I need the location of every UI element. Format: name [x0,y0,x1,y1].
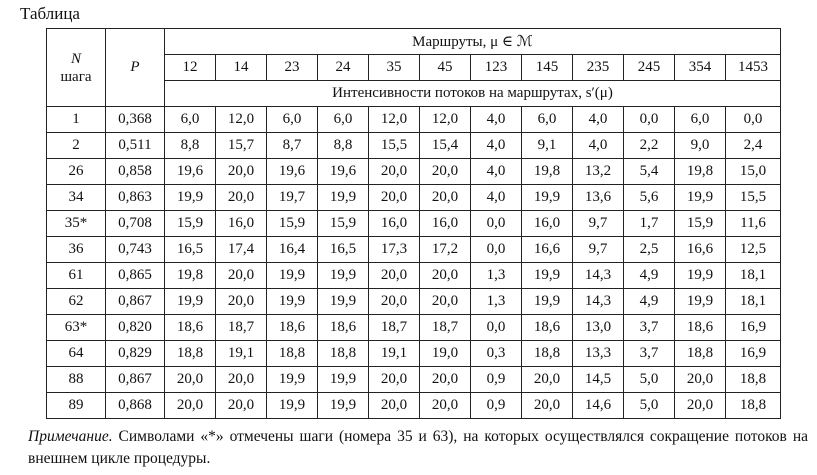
p-cell: 0,820 [106,315,165,341]
intensity-cell: 20,0 [369,159,420,185]
intensity-cell: 19,9 [522,289,573,315]
intensity-cell: 3,7 [624,315,675,341]
intensity-cell: 2,2 [624,133,675,159]
intensity-cell: 16,0 [420,211,471,237]
intensity-cell: 16,9 [726,341,781,367]
intensity-cell: 0,0 [726,107,781,133]
intensity-cell: 19,9 [318,263,369,289]
table-row [47,341,781,367]
table-row [47,315,781,341]
intensity-cell: 0,0 [471,315,522,341]
intensity-cell: 18,7 [216,315,267,341]
step-cell: 64 [47,341,106,367]
intensity-cell: 3,7 [624,341,675,367]
intensity-cell: 12,0 [420,107,471,133]
table-row [47,263,781,289]
intensity-cell: 20,0 [216,159,267,185]
table-row [47,107,781,133]
intensity-cell: 4,0 [471,159,522,185]
intensity-cell: 20,0 [369,393,420,419]
intensity-cell: 19,8 [675,159,726,185]
step-cell: 63* [47,315,106,341]
intensity-cell: 20,0 [216,263,267,289]
intensity-cell: 9,7 [573,237,624,263]
p-cell: 0,743 [106,237,165,263]
note-text: Символами «*» отмечены шаги (номера 35 и 63), на которых осуществлялся сокращение потоков на внешнем цикле процедуры. [28,428,808,467]
intensity-cell: 1,3 [471,263,522,289]
intensity-cell: 19,6 [318,159,369,185]
intensity-cell: 19,9 [318,367,369,393]
intensity-cell: 19,9 [267,393,318,419]
header-step-symbol: N [70,50,81,67]
intensity-cell: 19,9 [267,289,318,315]
intensity-cell: 12,0 [216,107,267,133]
route-header: 35 [369,55,420,81]
step-cell: 36 [47,237,106,263]
intensity-cell: 19,9 [522,263,573,289]
intensity-cell: 18,8 [726,367,781,393]
intensity-cell: 20,0 [369,263,420,289]
intensity-cell: 19,1 [369,341,420,367]
header-p: P [106,29,165,107]
intensity-cell: 18,8 [522,341,573,367]
intensity-cell: 18,8 [165,341,216,367]
intensity-cell: 16,0 [522,211,573,237]
intensity-cell: 20,0 [420,393,471,419]
intensity-cell: 6,0 [522,107,573,133]
step-cell: 34 [47,185,106,211]
route-header: 1453 [726,55,781,81]
p-cell: 0,863 [106,185,165,211]
intensity-cell: 13,6 [573,185,624,211]
intensity-cell: 12,0 [369,107,420,133]
intensity-cell: 19,9 [165,289,216,315]
table-row [47,393,781,419]
intensity-cell: 16,9 [726,315,781,341]
intensity-cell: 6,0 [318,107,369,133]
intensity-cell: 20,0 [522,393,573,419]
intensity-cell: 19,8 [165,263,216,289]
intensity-cell: 0,0 [624,107,675,133]
intensity-cell: 20,0 [675,367,726,393]
intensity-cell: 18,1 [726,289,781,315]
intensity-cell: 19,9 [267,263,318,289]
step-cell: 89 [47,393,106,419]
intensity-cell: 14,5 [573,367,624,393]
header-intensity: Интенсивности потоков на маршрутах, s′(μ) [165,81,781,107]
intensity-cell: 1,7 [624,211,675,237]
intensity-cell: 15,5 [369,133,420,159]
intensity-cell: 8,7 [267,133,318,159]
intensity-cell: 16,0 [369,211,420,237]
intensity-cell: 8,8 [318,133,369,159]
intensity-cell: 4,0 [471,133,522,159]
intensity-cell: 16,4 [267,237,318,263]
table-row [47,289,781,315]
p-cell: 0,511 [106,133,165,159]
intensity-cell: 19,9 [675,289,726,315]
intensity-cell: 19,1 [216,341,267,367]
intensity-cell: 15,0 [726,159,781,185]
intensity-cell: 18,1 [726,263,781,289]
intensity-cell: 20,0 [369,185,420,211]
intensity-cell: 0,0 [471,211,522,237]
table-row [47,185,781,211]
intensity-cell: 14,6 [573,393,624,419]
p-cell: 0,368 [106,107,165,133]
intensity-cell: 6,0 [165,107,216,133]
route-header: 235 [573,55,624,81]
intensity-cell: 13,0 [573,315,624,341]
intensity-cell: 17,3 [369,237,420,263]
intensity-cell: 20,0 [420,367,471,393]
intensity-cell: 16,0 [216,211,267,237]
intensity-cell: 19,6 [267,159,318,185]
intensity-cell: 18,7 [369,315,420,341]
route-header: 245 [624,55,675,81]
table-row [47,133,781,159]
intensity-cell: 18,6 [675,315,726,341]
intensity-cell: 20,0 [216,289,267,315]
intensity-cell: 12,5 [726,237,781,263]
intensity-cell: 18,7 [420,315,471,341]
intensity-cell: 14,3 [573,263,624,289]
intensity-cell: 18,6 [267,315,318,341]
p-cell: 0,865 [106,263,165,289]
p-cell: 0,858 [106,159,165,185]
route-header: 45 [420,55,471,81]
intensity-cell: 0,9 [471,367,522,393]
intensity-cell: 18,8 [675,341,726,367]
intensity-cell: 20,0 [165,367,216,393]
intensity-cell: 20,0 [216,367,267,393]
intensity-cell: 19,9 [318,393,369,419]
intensity-cell: 19,9 [522,185,573,211]
intensity-cell: 13,3 [573,341,624,367]
intensity-cell: 20,0 [216,393,267,419]
route-header: 24 [318,55,369,81]
intensity-cell: 16,6 [675,237,726,263]
intensity-cell: 16,6 [522,237,573,263]
intensity-cell: 18,8 [318,341,369,367]
intensity-cell: 20,0 [369,289,420,315]
header-step [47,29,106,107]
intensity-cell: 8,8 [165,133,216,159]
intensity-cell: 20,0 [522,367,573,393]
step-cell: 2 [47,133,106,159]
intensity-cell: 4,9 [624,263,675,289]
intensity-cell: 5,0 [624,393,675,419]
intensity-cell: 19,8 [522,159,573,185]
intensity-cell: 20,0 [369,367,420,393]
step-cell: 1 [47,107,106,133]
intensity-cell: 16,5 [318,237,369,263]
intensity-cell: 6,0 [675,107,726,133]
route-header: 12 [165,55,216,81]
route-header: 14 [216,55,267,81]
intensity-cell: 19,9 [318,185,369,211]
intensity-cell: 15,9 [675,211,726,237]
table-row [47,211,781,237]
step-cell: 88 [47,367,106,393]
intensity-cell: 6,0 [267,107,318,133]
intensity-cell: 18,8 [267,341,318,367]
intensity-cell: 0,0 [471,237,522,263]
intensity-cell: 19,9 [675,185,726,211]
intensity-cell: 18,6 [165,315,216,341]
intensity-cell: 15,7 [216,133,267,159]
intensity-cell: 20,0 [420,185,471,211]
intensity-cell: 17,2 [420,237,471,263]
intensity-cell: 17,4 [216,237,267,263]
route-header: 23 [267,55,318,81]
intensity-cell: 15,9 [165,211,216,237]
intensity-cell: 15,9 [267,211,318,237]
step-cell: 26 [47,159,106,185]
intensity-cell: 18,6 [318,315,369,341]
intensity-cell: 20,0 [216,185,267,211]
table-row [47,159,781,185]
header-step-label: шага [60,68,92,85]
header-row-routes [47,29,781,55]
intensity-cell: 2,4 [726,133,781,159]
p-cell: 0,708 [106,211,165,237]
intensity-cell: 5,6 [624,185,675,211]
intensity-cell: 20,0 [675,393,726,419]
step-cell: 35* [47,211,106,237]
intensity-cell: 19,9 [267,367,318,393]
intensity-cell: 18,8 [726,393,781,419]
data-table [46,28,781,419]
route-header: 145 [522,55,573,81]
intensity-cell: 20,0 [420,159,471,185]
intensity-cell: 9,1 [522,133,573,159]
intensity-cell: 4,0 [573,133,624,159]
intensity-cell: 4,0 [471,107,522,133]
intensity-cell: 20,0 [420,263,471,289]
intensity-cell: 14,3 [573,289,624,315]
route-header: 354 [675,55,726,81]
table-row [47,237,781,263]
step-cell: 62 [47,289,106,315]
table-body [47,107,781,419]
intensity-cell: 4,0 [573,107,624,133]
intensity-cell: 20,0 [420,289,471,315]
intensity-cell: 2,5 [624,237,675,263]
intensity-cell: 19,7 [267,185,318,211]
intensity-cell: 19,9 [165,185,216,211]
p-cell: 0,829 [106,341,165,367]
intensity-cell: 20,0 [165,393,216,419]
note-label: Примечание. [28,428,113,445]
intensity-cell: 5,0 [624,367,675,393]
table-row [47,367,781,393]
step-cell: 61 [47,263,106,289]
intensity-cell: 18,6 [522,315,573,341]
intensity-cell: 5,4 [624,159,675,185]
p-cell: 0,867 [106,289,165,315]
intensity-cell: 15,4 [420,133,471,159]
intensity-cell: 9,7 [573,211,624,237]
intensity-cell: 9,0 [675,133,726,159]
intensity-cell: 15,9 [318,211,369,237]
intensity-cell: 13,2 [573,159,624,185]
intensity-cell: 1,3 [471,289,522,315]
intensity-cell: 19,9 [318,289,369,315]
intensity-cell: 19,9 [675,263,726,289]
intensity-cell: 15,5 [726,185,781,211]
intensity-cell: 19,0 [420,341,471,367]
table-caption: Таблица [20,4,80,23]
header-routes: Маршруты, μ ∈ ℳ [165,29,781,55]
p-cell: 0,868 [106,393,165,419]
intensity-cell: 11,6 [726,211,781,237]
table-note [28,426,808,470]
intensity-cell: 4,0 [471,185,522,211]
intensity-cell: 0,9 [471,393,522,419]
intensity-cell: 19,6 [165,159,216,185]
intensity-cell: 0,3 [471,341,522,367]
intensity-cell: 4,9 [624,289,675,315]
p-cell: 0,867 [106,367,165,393]
route-header: 123 [471,55,522,81]
intensity-cell: 16,5 [165,237,216,263]
